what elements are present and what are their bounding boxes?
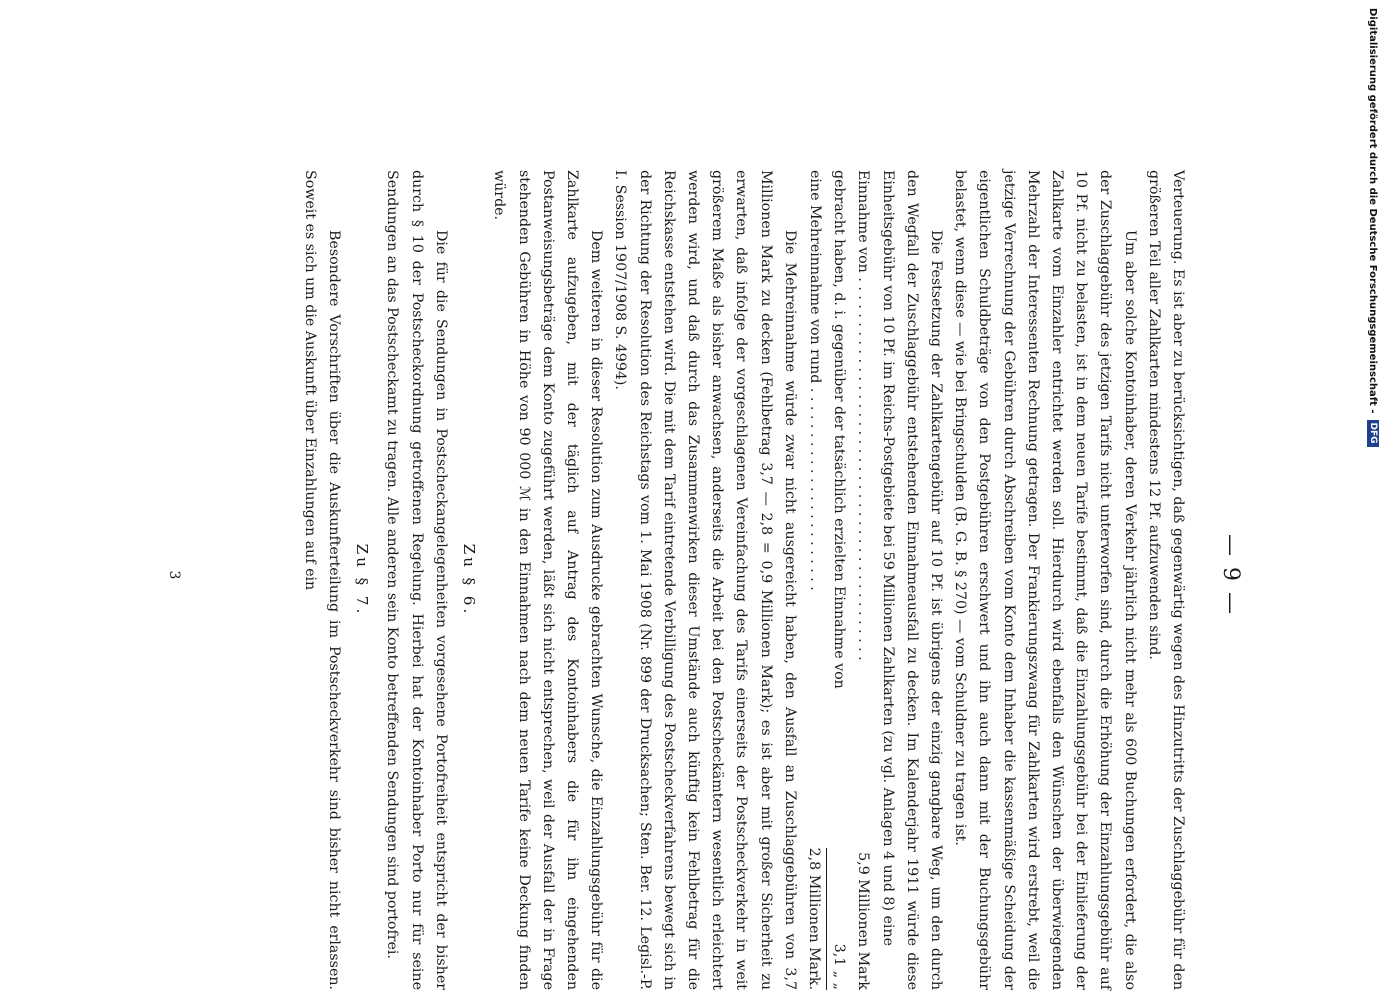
paragraph-5: Dem weiteren in dieser Resolution zum Ausdrucke gebrachten Wunsche, die Einzahlungsgebühr für die Zahlkarte aufzugeben, mit der täglich auf Antrag des Kontoinhabers die für ihn eingehenden Postanweisungsbeträge dem Konto zugeführt werden, läßt sich nicht entsprechen, weil der Ausfall der in Frage stehenden Gebühren in Höhe von 90 000 ℳ in den Einnahmen nach dem neuen Tarife keine Deckung finden würde. [491,170,605,990]
rotated-page-content [150,150,1250,1000]
page-number-header: — 9 — [1218,534,1243,616]
calc-row-1-label: Einnahme von . . . . . . . . . . . . . . . . . . . . . . . . . . . . . . . . . . . . . . . . . . . [855,170,872,661]
paragraph-3: Die Festsetzung der Zahlkartengebühr auf 10 Pf. ist übrigens der einzig gangbare Weg, um den durch den Wegfall der Zuschlaggebühr entstehenden Einnahmeausfall zu decken. Im Kalenderjahr 1911 würde diese Einheitsgebühr von 10 Pf. im Reichs-Postgebiete bei 59 Millionen Zahlkarten (zu vgl. Anlagen 4 und 8) eine [879,170,944,990]
calc-row-1-amount: 5,9 Millionen Mark [855,852,872,990]
section-heading-6: Zu § 6. [460,543,479,617]
calc-row-2-amount: 3,1 „ „ [831,943,848,990]
calc-row-2-label: gebracht haben, d. i. gegenüber der tatsächlich erzielten Einnahme von [831,170,848,689]
section-heading-7: Zu § 7. [353,543,372,617]
paragraph-4: Die Mehreinnahme würde zwar nicht ausgereicht haben, den Ausfall an Zuschlaggebühren von 3,7 Millionen Mark zu decken (Fehlbetrag 3,7 — 2,8 = 0,9 Millionen Mark); es ist aber mit großer Sicherheit zu erwarten, daß infolge der vorgeschlagenen Vereinfachung des Tarifs einerseits der Postscheckverkehr in weit größerem Maße als bisher anwachsen, anderseits die Arbeit bei den Postscheckämtern wesentlich erleichtert werden wird, und daß durch das Zusammenwirken dieser Umstände auch künftig kein Fehlbetrag für die Reichskasse entstehen wird. Die mit dem Tarif eintretende Verbilligung des Postscheckverfahrens bewegt sich in der Richtung der Resolution des Reichstags vom 1. Mai 1908 (Nr. 899 der Drucksachen; Sten. Ber. 12. Legisl.-P. I. Session 1907/1908 S. 4994). [612,170,798,990]
calc-row-3-label: eine Mehreinnahme von rund . . . . . . . . . . . . . . . . . . . . . . . [806,170,823,591]
paragraph-7: Besondere Vorschriften über die Auskunfterteilung im Postscheckverkehr sind bisher nicht erlassen. Soweit es sich um die Auskunft über Einzahlungen auf ein [301,170,343,990]
paragraph-1: Verteuerung. Es ist aber zu berücksichtigen, daß gegenwärtig wegen des Hinzutritts der Zuschlaggebühr für den größeren Teil aller Zahlkarten mindestens 12 Pf. aufzuwenden sind. [1145,170,1186,990]
paragraph-6: Die für die Sendungen in Postscheckangelegenheiten vorgesehene Portofreiheit entspricht der bisher durch § 10 der Postscheckordnung getroffenen Regelung. Hierbei hat der Kontoinhaber Porto nur für seine Sendungen an das Postscheckamt zu tragen. Alle anderen sein Konto betreffenden Sendungen sind portofrei. [384,170,449,990]
digitization-credit [1366,8,1380,768]
calc-row-3-amount: 2,8 Millionen Mark. [802,848,827,990]
paragraph-2: Um aber solche Kontoinhaber, deren Verkehr jährlich nicht mehr als 600 Buchungen erfordert, die also der Zuschlaggebühr des jetzigen Tarifs nicht unterworfen sind, durch die Erhöhung der Einzahlungsgebühr auf 10 Pf. nicht zu belasten, ist in dem neuen Tarife bestimmt, daß die Einzahlungsgebühr bei der Einlieferung der Zahlkarte vom Einzahler entrichtet werden soll. Hierdurch wird ebenfalls den Wünschen der überwiegenden Mehrzahl der Interessenten Rechnung getragen. Der Frankierungszwang für Zahlkarten wird erstrebt, weil die jetzige Verrechnung der Gebühren durch Abschreiben vom Konto dem Inhaber die kassenmäßige Scheidung der eigentlichen Schuldbeträge von den Postgebühren erschwert und ihn auch dann mit der Buchungsgebühr belastet, wenn diese — wie bei Bringschulden (B. G. B. § 270) — vom Schuldner zu tragen ist. [952,170,1138,990]
calc-row-1 [851,170,875,990]
calc-row-2 [827,170,851,990]
credit-text: Digitalisierung gefördert durch die Deutsche Forschungsgemeinschaft - [1367,8,1379,414]
calc-row-3 [802,170,827,990]
sheet-signature: 3 [166,570,182,580]
dfg-logo: DFG [1367,420,1379,447]
body-text [298,170,1190,990]
